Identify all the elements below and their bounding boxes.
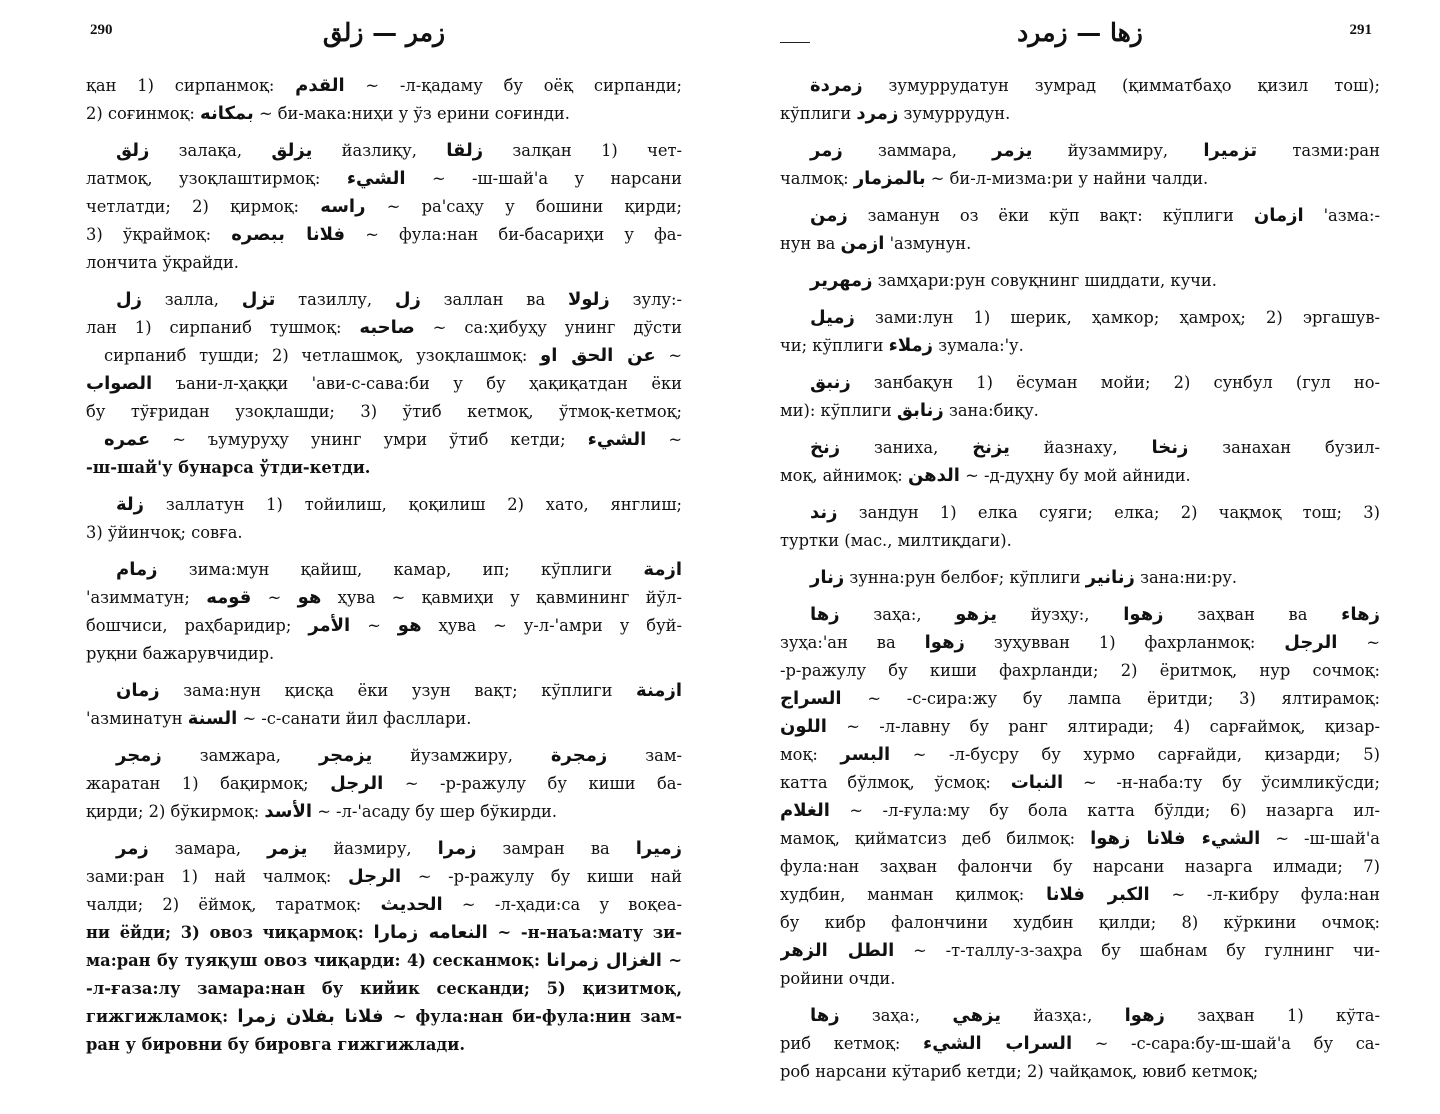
gloss-text: лончита ўқрайди. xyxy=(86,253,239,272)
entry-gap xyxy=(86,733,682,742)
arabic-headword: زهاء xyxy=(1341,604,1380,625)
gloss-text: заллатун 1) тойилиш, қоқилиш 2) хато, янглиш; xyxy=(144,495,682,514)
gloss-text: зунна:рун белбоғ; кўплиги xyxy=(844,568,1086,587)
arabic-headword: زلولا xyxy=(567,289,610,310)
gloss-text: ~ -с-сира:жу бу лампа ёритди; 3) ялтирамоқ: xyxy=(841,689,1380,708)
arabic-headword: الطل الزهر xyxy=(780,940,895,961)
gloss-text: ъани-л-ҳаққи 'ави-с-сава:би у бу ҳақиқатдан ёки xyxy=(152,374,682,393)
text-line xyxy=(86,193,682,221)
arabic-headword: هو xyxy=(397,615,422,636)
gloss-text: гижгижламоқ: xyxy=(86,1007,238,1026)
dictionary-text xyxy=(780,72,1380,1086)
gloss-text: заниха, xyxy=(840,438,973,457)
arabic-headword: يزنخ xyxy=(972,437,1010,458)
text-line xyxy=(780,462,1380,490)
gloss-text: зандун 1) елка суяги; елка; 2) чақмоқ тош; 3) xyxy=(837,503,1380,522)
gloss-text: жаратан 1) бақирмоқ; xyxy=(86,774,331,793)
gloss-text: мамоқ, қийматсиз деб билмоқ: xyxy=(780,829,1091,848)
gloss-text: лан 1) сирпаниб тушмоқ: xyxy=(86,318,360,337)
gloss-text: ~ фула:нан би-басариҳи у фа- xyxy=(345,225,682,244)
entry-gap xyxy=(780,360,1380,369)
gloss-text: залақа, xyxy=(149,141,272,160)
gloss-text: ~ би-мака:ниҳи у ўз ерини соғинди. xyxy=(253,104,570,123)
gloss-text: зумала:'у. xyxy=(933,336,1024,355)
text-line xyxy=(780,332,1380,360)
gloss-text: йазнаху, xyxy=(1009,438,1152,457)
arabic-headword: زمرا xyxy=(437,838,477,859)
entry-first-line xyxy=(780,1002,1380,1030)
text-line xyxy=(780,230,1380,258)
text-line xyxy=(86,314,682,342)
gloss-text: заҳа:, xyxy=(839,605,956,624)
arabic-headword: صاحبه xyxy=(359,317,415,338)
gloss-text: 'азмунун. xyxy=(884,234,972,253)
text-line xyxy=(780,397,1380,425)
arabic-headword: زنبق xyxy=(810,372,851,393)
gloss-text: йузамжиру, xyxy=(372,746,551,765)
arabic-headword: ازمن xyxy=(840,233,885,254)
gloss-text: ~ xyxy=(655,346,682,365)
entry-gap xyxy=(780,193,1380,202)
arabic-headword: الدهن xyxy=(907,465,960,486)
gloss-text: ~ би-л-мизма:ри у найни чалди. xyxy=(925,169,1209,188)
text-line xyxy=(780,769,1380,797)
text-line xyxy=(780,1030,1380,1058)
arabic-headword: زهوا xyxy=(924,632,965,653)
gloss-text: замҳари:рун совуқнинг шиддати, кучи. xyxy=(872,271,1217,290)
gloss-text: ~ -л-'асаду бу шер бўкирди. xyxy=(312,802,557,821)
text-line xyxy=(780,937,1380,965)
text-line xyxy=(86,891,682,919)
arabic-headword: زمر xyxy=(116,838,149,859)
arabic-headword: البسر xyxy=(840,744,891,765)
arabic-headword: اللون xyxy=(780,716,827,737)
entry-gap xyxy=(780,592,1380,601)
entry-first-line xyxy=(86,491,682,519)
arabic-headword: زلة xyxy=(116,494,145,515)
text-line xyxy=(780,1058,1380,1086)
arabic-headword: ازمان xyxy=(1253,205,1304,226)
gloss-text: -р-ражулу бу киши фахрланди; 2) ёритмоқ, нур сочмоқ: xyxy=(780,661,1380,680)
gloss-text: ~ -л-қадаму бу оёқ сирпанди; xyxy=(344,76,682,95)
text-line xyxy=(86,426,682,454)
arabic-headword: القدم xyxy=(295,75,345,96)
gloss-text: залқан 1) чет- xyxy=(483,141,682,160)
gloss-text: руқни бажарувчидир. xyxy=(86,644,275,663)
gloss-text: ~ -т-таллу-з-заҳра бу шабнам бу гулнинг чи- xyxy=(894,941,1380,960)
gloss-text: туртки (мас., милтиқдаги). xyxy=(780,531,1012,550)
gloss-text: моқ, айнимоқ: xyxy=(780,466,908,485)
text-line xyxy=(780,713,1380,741)
gloss-text: йузаммиру, xyxy=(1032,141,1204,160)
text-line xyxy=(780,527,1380,555)
text-line xyxy=(86,640,682,668)
gloss-text: зумуррудун. xyxy=(898,104,1011,123)
entry-first-line xyxy=(780,601,1380,629)
arabic-headword: النعامه زمارا xyxy=(373,922,488,943)
arabic-headword: يزهي xyxy=(952,1005,1002,1026)
entry-gap xyxy=(780,295,1380,304)
arabic-headword: زمرد xyxy=(856,103,899,124)
gloss-text: ~ -д-дуҳну бу мой айниди. xyxy=(959,466,1191,485)
gloss-text: 'азма:- xyxy=(1303,206,1380,225)
gloss-text: ран у бировни бу бировга гижгижлади. xyxy=(86,1035,466,1054)
entry-first-line xyxy=(780,369,1380,397)
text-line xyxy=(780,657,1380,685)
arabic-headword: زنانير xyxy=(1085,567,1135,588)
arabic-headword: يزلق xyxy=(271,140,313,161)
gloss-text: зуҳувван 1) фахрланмоқ: xyxy=(964,633,1285,652)
arabic-headword: زند xyxy=(810,502,838,523)
text-line xyxy=(780,797,1380,825)
running-head: زها — زمرد xyxy=(1017,18,1143,47)
gloss-text: ~ са:ҳибуҳу унинг дўсти xyxy=(414,318,682,337)
gloss-text: йузҳу:, xyxy=(996,605,1124,624)
arabic-headword: النبات xyxy=(1010,772,1064,793)
arabic-headword: زمهرير xyxy=(810,270,873,291)
text-line xyxy=(86,249,682,277)
gloss-text: -л-ғаза:лу замара:нан бу кийик сесканди; 5) қизитмоқ, xyxy=(86,979,682,998)
page-number: 291 xyxy=(1349,22,1372,38)
arabic-headword: الأمر xyxy=(308,615,351,636)
arabic-headword: زهوا xyxy=(1124,1005,1165,1026)
left-page xyxy=(86,0,682,1114)
gloss-text: ~ ра'саҳу у бошини қирди; xyxy=(365,197,682,216)
gloss-text: йазлиқу, xyxy=(312,141,447,160)
arabic-headword: الغزال زمرانا xyxy=(546,950,662,971)
arabic-headword: الغلام xyxy=(780,800,830,821)
text-line xyxy=(780,825,1380,853)
gloss-text: ройини очди. xyxy=(780,969,896,988)
entry-first-line xyxy=(780,304,1380,332)
gloss-text: зима:мун қайиш, камар, ип; кўплиги xyxy=(157,560,644,579)
gloss-text: зами:ран 1) най чалмоқ: xyxy=(86,867,348,886)
text-line xyxy=(86,1003,682,1031)
text-line xyxy=(86,584,682,612)
gloss-text: зама:нун қисқа ёки узун вақт; кўплиги xyxy=(159,681,637,700)
entry-first-line xyxy=(780,137,1380,165)
text-line xyxy=(780,881,1380,909)
arabic-headword: ازمة xyxy=(643,559,682,580)
gloss-text: ~ -н-наба:ту бу ўсимликўсди; xyxy=(1063,773,1380,792)
entry-first-line xyxy=(86,286,682,314)
text-line xyxy=(86,947,682,975)
arabic-headword: زمام xyxy=(116,559,158,580)
arabic-headword: زلقا xyxy=(446,140,484,161)
gloss-text: зана:ни:ру. xyxy=(1134,568,1238,587)
gloss-text: қан 1) сирпанмоқ: xyxy=(86,76,296,95)
gloss-text: ~ -л-ғула:му бу бола катта бўлди; 6) назарга ил- xyxy=(829,801,1380,820)
entry-first-line xyxy=(86,677,682,705)
page-header xyxy=(86,18,682,52)
gloss-text: замжара, xyxy=(161,746,319,765)
gloss-text: қирди; 2) бўкирмоқ: xyxy=(86,802,265,821)
arabic-headword: الشيء xyxy=(346,168,406,189)
gloss-text: ҳува ~ у-л-'амри у буй- xyxy=(421,616,682,635)
gloss-text: ~ xyxy=(661,951,682,970)
text-line xyxy=(86,398,682,426)
gloss-text: ~ -р-ражулу бу киши най xyxy=(401,867,682,886)
gloss-text: ~ -л-лавну бу ранг ялтиради; 4) сарғаймоқ, қизар- xyxy=(826,717,1380,736)
text-line xyxy=(86,1031,682,1059)
gloss-text: 2) соғинмоқ: xyxy=(86,104,201,123)
gloss-text: ~ -с-сара:бу-ш-шай'а бу са- xyxy=(1072,1034,1380,1053)
text-line xyxy=(86,342,682,370)
arabic-headword: زمر xyxy=(810,140,843,161)
gloss-text: 'азминатун xyxy=(86,709,188,728)
entry-first-line xyxy=(780,434,1380,462)
text-line xyxy=(86,612,682,640)
gloss-text: занбақун 1) ёсуман мойи; 2) сунбул (гул но- xyxy=(850,373,1380,392)
gloss-text: худбин, манман қилмоқ: xyxy=(780,885,1046,904)
arabic-headword: السراب الشيء xyxy=(923,1033,1073,1054)
text-line xyxy=(86,770,682,798)
arabic-headword: زميرا xyxy=(635,838,682,859)
page-header xyxy=(780,18,1380,52)
text-line xyxy=(86,454,682,482)
arabic-headword: زها xyxy=(810,604,840,625)
arabic-headword: الشيء xyxy=(587,429,647,450)
entry-gap xyxy=(86,128,682,137)
entry-gap xyxy=(86,482,682,491)
gloss-text: заммара, xyxy=(842,141,993,160)
arabic-headword: زميل xyxy=(810,307,855,328)
gloss-text: чалмоқ: xyxy=(780,169,854,188)
arabic-headword: يزمر xyxy=(992,140,1033,161)
arabic-headword: بالمزمار xyxy=(853,168,926,189)
entry-first-line xyxy=(780,564,1380,592)
entry-first-line xyxy=(86,137,682,165)
arabic-headword: قومه xyxy=(206,587,252,608)
gloss-text: 'азимматун; xyxy=(86,588,207,607)
arabic-headword: زملاء xyxy=(888,335,934,356)
entry-gap xyxy=(780,490,1380,499)
arabic-headword: زنخا xyxy=(1151,437,1189,458)
gloss-text: ~ xyxy=(646,430,682,449)
text-line xyxy=(86,221,682,249)
gloss-text: ~ -л-кибру фула:нан xyxy=(1149,885,1380,904)
arabic-headword: الرجل xyxy=(1284,632,1338,653)
gloss-text: чи; кўплиги xyxy=(780,336,889,355)
gloss-text: бошчиси, раҳбаридир; xyxy=(86,616,309,635)
text-line xyxy=(86,165,682,193)
gloss-text: роб нарсани кўтариб кетди; 2) чайқамоқ, ювиб кетмоқ; xyxy=(780,1062,1259,1081)
gloss-text: 3) ўқраймоқ: xyxy=(86,225,232,244)
arabic-headword: الكبر فلانا xyxy=(1045,884,1150,905)
arabic-headword: زمان xyxy=(116,680,160,701)
arabic-headword: عمره xyxy=(104,429,151,450)
gloss-text: ~ ъумуруҳу унинг умри ўтиб кетди; xyxy=(150,430,588,449)
arabic-headword: زمردة xyxy=(810,75,863,96)
text-line xyxy=(780,685,1380,713)
page-number: 290 xyxy=(90,22,113,38)
arabic-headword: الصواب xyxy=(86,373,153,394)
text-line xyxy=(86,519,682,547)
gloss-text: -ш-шай'у бунарса ўтди-кетди. xyxy=(86,458,371,477)
gloss-text: заманун оз ёки кўп вақт: кўплиги xyxy=(847,206,1254,225)
running-head: زمر — زلق xyxy=(322,18,446,47)
gloss-text: катта бўлмоқ, ўсмоқ: xyxy=(780,773,1011,792)
gloss-text: четлатди; 2) қирмоқ: xyxy=(86,197,321,216)
text-line xyxy=(780,629,1380,657)
entry-first-line xyxy=(86,742,682,770)
gloss-text: зулу:- xyxy=(609,290,682,309)
arabic-headword: زنار xyxy=(810,567,845,588)
gloss-text: риб кетмоқ: xyxy=(780,1034,924,1053)
gloss-text: замара, xyxy=(148,839,268,858)
arabic-headword: زمن xyxy=(810,205,848,226)
arabic-headword: زل xyxy=(394,289,421,310)
gloss-text: бу кибр фалончини худбин қилди; 8) кўркини очмоқ: xyxy=(780,913,1380,932)
arabic-headword: زنخ xyxy=(810,437,841,458)
entry-gap xyxy=(86,668,682,677)
gloss-text: ҳува ~ қавмиҳи у қавмининг йўл- xyxy=(321,588,682,607)
gloss-text: кўплиги xyxy=(780,104,857,123)
entry-gap xyxy=(780,128,1380,137)
gloss-text: ~ xyxy=(251,588,298,607)
arabic-headword: هو xyxy=(297,587,322,608)
entry-gap xyxy=(86,547,682,556)
arabic-headword: تزل xyxy=(241,289,276,310)
arabic-headword: عن الحق او xyxy=(540,345,656,366)
gloss-text: ~ -ш-шай'а у нарсани xyxy=(405,169,682,188)
gloss-text: бу тўғридан узоқлашди; 3) ўтиб кетмоқ, ўтмоқ-кетмоқ; xyxy=(86,402,682,421)
gloss-text: зами:лун 1) шерик, ҳамкор; ҳамроҳ; 2) эргашув- xyxy=(854,308,1380,327)
arabic-headword: السراج xyxy=(780,688,842,709)
entry-gap xyxy=(86,826,682,835)
arabic-headword: زمجر xyxy=(116,745,162,766)
gloss-text: ~ -ш-шай'а xyxy=(1260,829,1380,848)
text-line xyxy=(86,798,682,826)
gloss-text: нун ва xyxy=(780,234,841,253)
gloss-text: ни ёйди; 3) овоз чиқармоқ: xyxy=(86,923,374,942)
gloss-text: фула:нан заҳван фалончи бу нарсани назарга илмади; 7) xyxy=(780,857,1380,876)
text-line xyxy=(86,975,682,1003)
gloss-text: тазиллу, xyxy=(275,290,395,309)
arabic-headword: الشيء فلانا زهوا xyxy=(1090,828,1261,849)
gloss-text: латмоқ, узоқлаштирмоқ: xyxy=(86,169,347,188)
text-line xyxy=(780,100,1380,128)
gloss-text: ма:ран бу туяқуш овоз чиқарди: 4) сесканмоқ: xyxy=(86,951,547,970)
gloss-text: ~ -н-наъа:мату зи- xyxy=(487,923,682,942)
text-line xyxy=(86,705,682,733)
gloss-text: заллан ва xyxy=(420,290,568,309)
arabic-headword: زل xyxy=(116,289,142,310)
arabic-headword: الرجل xyxy=(330,773,384,794)
text-line xyxy=(86,100,682,128)
gloss-text: ~ xyxy=(1337,633,1380,652)
text-line xyxy=(86,370,682,398)
entry-gap xyxy=(780,258,1380,267)
arabic-headword: الأسد xyxy=(264,801,313,822)
gloss-text: зана:биқу. xyxy=(943,401,1039,420)
entry-gap xyxy=(780,555,1380,564)
gloss-text: ми): кўплиги xyxy=(780,401,897,420)
gloss-text: моқ: xyxy=(780,745,841,764)
arabic-headword: زهوا xyxy=(1123,604,1164,625)
gloss-text: залла, xyxy=(141,290,242,309)
text-line xyxy=(780,741,1380,769)
text-line xyxy=(86,919,682,947)
arabic-headword: زلق xyxy=(116,140,150,161)
gloss-text: йазҳа:, xyxy=(1001,1006,1125,1025)
gloss-text: ~ -л-бусру бу хурмо сарғайди, қизарди; 5) xyxy=(890,745,1380,764)
text-line xyxy=(86,863,682,891)
arabic-headword: السنة xyxy=(187,708,238,729)
entry-first-line xyxy=(780,267,1380,295)
arabic-headword: راسه xyxy=(320,196,366,217)
arabic-headword: زمجرة xyxy=(550,745,608,766)
arabic-headword: الرجل xyxy=(348,866,402,887)
text-line xyxy=(780,965,1380,993)
gloss-text: заҳа:, xyxy=(839,1006,953,1025)
entry-first-line xyxy=(780,499,1380,527)
entry-first-line xyxy=(86,556,682,584)
gloss-text: зам- xyxy=(607,746,682,765)
gloss-text: ~ фула:нан би-фула:нин зам- xyxy=(383,1007,682,1026)
arabic-headword: يزمجر xyxy=(318,745,373,766)
gloss-text: ~ -л-ҳади:са у воқеа- xyxy=(442,895,682,914)
entry-first-line xyxy=(86,835,682,863)
gloss-text: занахан бузил- xyxy=(1188,438,1380,457)
arabic-headword: فلانا ببصره xyxy=(231,224,346,245)
arabic-headword: يزمر xyxy=(267,838,308,859)
gloss-text: зуҳа:'ан ва xyxy=(780,633,925,652)
entry-gap xyxy=(780,425,1380,434)
gloss-text: йазмиру, xyxy=(307,839,438,858)
gloss-text: чалди; 2) ёймоқ, таратмоқ: xyxy=(86,895,381,914)
gloss-text: ~ xyxy=(350,616,398,635)
arabic-headword: يزهو xyxy=(955,604,997,625)
gloss-text: ~ -р-ражулу бу киши ба- xyxy=(383,774,682,793)
text-line xyxy=(86,72,682,100)
arabic-headword: فلانا بفلان زمرا xyxy=(237,1006,384,1027)
entry-first-line xyxy=(780,202,1380,230)
right-page xyxy=(780,0,1380,1114)
gloss-text: тазми:ран xyxy=(1257,141,1380,160)
arabic-headword: الحديث xyxy=(380,894,443,915)
text-line xyxy=(780,909,1380,937)
gloss-text: 3) ўйинчоқ; совға. xyxy=(86,523,243,542)
gloss-text: сирпаниб тушди; 2) четлашмоқ, узоқлашмоқ: xyxy=(104,346,541,365)
arabic-headword: بمكانه xyxy=(200,103,254,124)
arabic-headword: زها xyxy=(810,1005,840,1026)
gloss-text: замран ва xyxy=(476,839,636,858)
gloss-text: ~ -с-санати йил фасллари. xyxy=(237,709,472,728)
text-line xyxy=(780,165,1380,193)
entry-first-line xyxy=(780,72,1380,100)
gloss-text: зумуррудатун зумрад (қимматбаҳо қизил тош); xyxy=(862,76,1380,95)
arabic-headword: تزميرا xyxy=(1203,140,1258,161)
entry-gap xyxy=(86,277,682,286)
arabic-headword: زنابق xyxy=(896,400,944,421)
text-line xyxy=(780,853,1380,881)
entry-gap xyxy=(780,993,1380,1002)
dictionary-text xyxy=(86,72,682,1059)
gloss-text: заҳван ва xyxy=(1163,605,1342,624)
gloss-text: заҳван 1) кўта- xyxy=(1164,1006,1380,1025)
arabic-headword: ازمنة xyxy=(636,680,682,701)
